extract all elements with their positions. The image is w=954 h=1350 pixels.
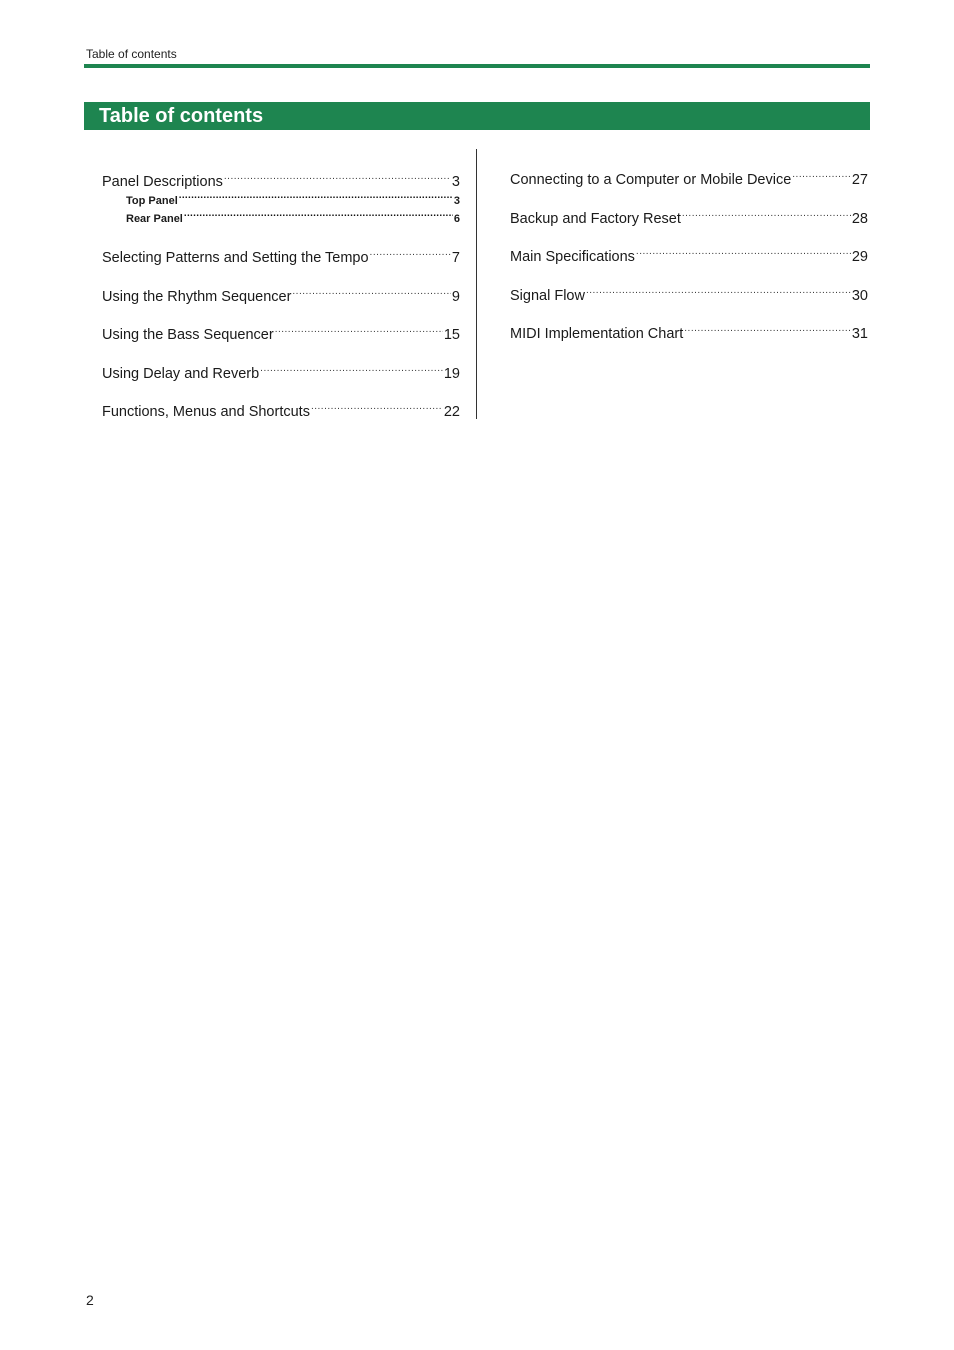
dot-leader: [684, 318, 851, 338]
header-rule: [84, 64, 870, 68]
toc-entry-page: 29: [851, 249, 868, 265]
toc-entry-selecting-patterns[interactable]: [102, 242, 460, 266]
toc-entry-page: 3: [451, 174, 460, 190]
title-bar: [84, 102, 870, 130]
toc-right-column: [510, 164, 868, 342]
column-divider: [476, 149, 477, 419]
toc-entry-label: MIDI Implementation Chart: [510, 326, 684, 342]
toc-entry-label: Using Delay and Reverb: [102, 365, 260, 382]
toc-entry-label: Backup and Factory Reset: [510, 210, 681, 227]
toc-subentry-page: 6: [453, 213, 460, 225]
dot-leader: [682, 203, 851, 223]
toc-subentry-label: Rear Panel: [126, 213, 183, 225]
toc-entry-label: Using the Rhythm Sequencer: [102, 288, 292, 305]
toc-entry-page: 27: [851, 172, 868, 188]
dot-leader: [292, 281, 451, 301]
toc-entry-page: 9: [451, 288, 460, 305]
toc-subentry-label: Top Panel: [126, 195, 178, 207]
dot-leader: [636, 241, 851, 261]
toc-entry-page: 7: [451, 250, 460, 266]
dot-leader: [179, 186, 453, 204]
toc-entry-signal-flow[interactable]: [510, 280, 868, 304]
page-number: 2: [86, 1292, 94, 1308]
toc-entry-main-specifications[interactable]: [510, 241, 868, 265]
dot-leader: [311, 396, 443, 416]
toc-entry-page: 15: [443, 327, 460, 343]
running-header: Table of contents: [86, 47, 177, 61]
toc-entry-rhythm-sequencer[interactable]: [102, 281, 460, 305]
dot-leader: [370, 242, 451, 262]
dot-leader: [275, 319, 443, 339]
toc-entry-label: Signal Flow: [510, 287, 585, 304]
toc-entry-functions-menus[interactable]: [102, 396, 460, 420]
toc-entry-label: Panel Descriptions: [102, 174, 223, 190]
toc-entry-midi-chart[interactable]: [510, 318, 868, 342]
toc-entry-backup-reset[interactable]: [510, 203, 868, 227]
toc-entry-bass-sequencer[interactable]: [102, 319, 460, 343]
toc-entry-connecting[interactable]: [510, 164, 868, 188]
toc-entry-page: 31: [851, 326, 868, 342]
toc-entry-panel-descriptions[interactable]: [102, 166, 460, 190]
toc-entry-label: Functions, Menus and Shortcuts: [102, 404, 310, 420]
page-title: Table of contents: [99, 105, 264, 127]
toc-entry-delay-reverb[interactable]: [102, 358, 460, 382]
toc-entry-label: Main Specifications: [510, 249, 635, 265]
dot-leader: [586, 280, 851, 300]
toc-subentry-page: 3: [453, 195, 460, 207]
toc-entry-page: 30: [851, 287, 868, 304]
toc-entry-label: Using the Bass Sequencer: [102, 327, 274, 343]
dot-leader: [792, 164, 851, 184]
dot-leader: [260, 358, 443, 378]
toc-entry-page: 19: [443, 365, 460, 382]
toc-entry-label: Connecting to a Computer or Mobile Device: [510, 172, 792, 188]
dot-leader: [224, 166, 451, 186]
toc-left-column: [102, 166, 460, 420]
toc-entry-label: Selecting Patterns and Setting the Tempo: [102, 250, 369, 266]
dot-leader: [184, 204, 453, 222]
toc-entry-page: 22: [443, 404, 460, 420]
toc-entry-page: 28: [851, 210, 868, 227]
